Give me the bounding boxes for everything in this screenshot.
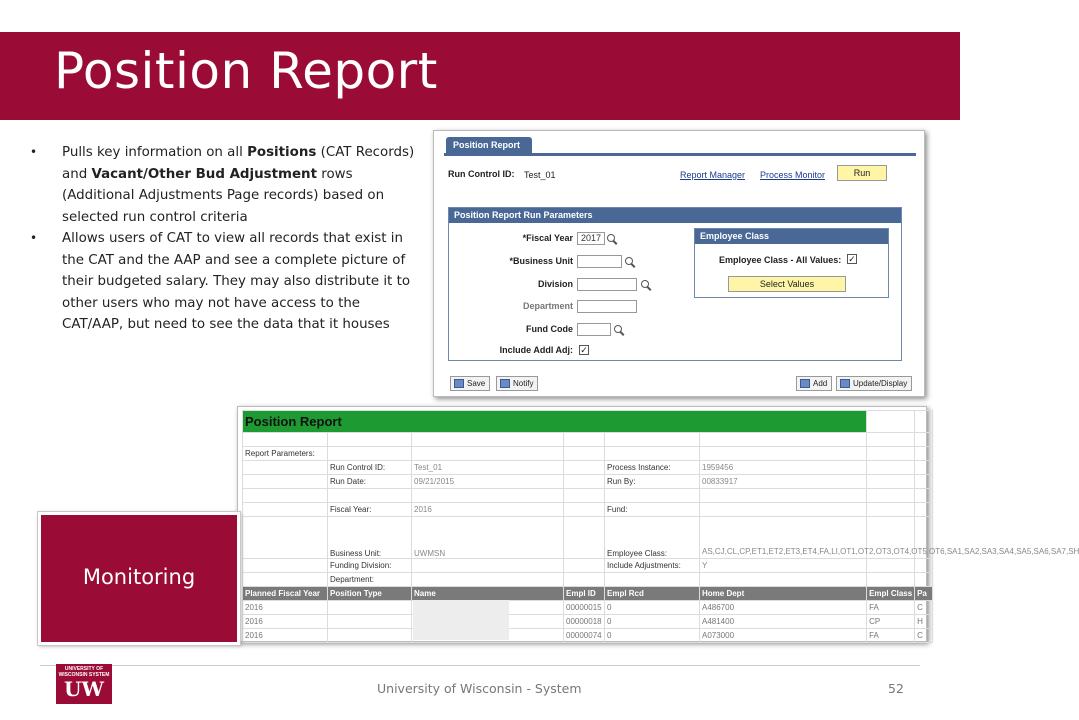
empty-cell	[915, 411, 933, 433]
division-input[interactable]	[577, 278, 637, 291]
department-label: Department	[522, 301, 573, 311]
process-instance-value: 1959456	[700, 461, 867, 475]
empty-cell	[564, 447, 605, 461]
empty-cell	[412, 447, 564, 461]
division-label: Division	[537, 279, 573, 289]
empty-cell	[867, 489, 915, 503]
column-header: Planned Fiscal Year	[243, 587, 328, 601]
empty-cell	[328, 447, 412, 461]
footer-organization: University of Wisconsin - System	[377, 681, 582, 696]
empty-cell	[564, 573, 605, 587]
update-display-icon	[840, 379, 850, 388]
empty-cell	[700, 433, 867, 447]
column-header: Empl ID	[564, 587, 605, 601]
run-by-value: 00833917	[700, 475, 867, 489]
empty-cell	[605, 447, 700, 461]
report-grid	[242, 410, 1079, 643]
title-banner	[0, 32, 960, 120]
empty-cell	[328, 489, 412, 503]
notify-label: Notify	[513, 379, 534, 388]
include-adjustments-label: Include Adjustments:	[605, 559, 700, 573]
table-row	[243, 629, 933, 643]
empty-cell	[328, 433, 412, 447]
empty-cell	[564, 433, 605, 447]
empty-cell	[915, 503, 933, 517]
excel-report-sheet	[237, 406, 1079, 642]
business-unit-label: Business Unit:	[328, 517, 412, 559]
notify-button[interactable]	[496, 376, 538, 391]
table-cell	[328, 629, 412, 643]
table-cell: 00000018	[564, 615, 605, 629]
empty-cell	[412, 433, 564, 447]
table-cell: 0	[605, 601, 700, 615]
peoplesoft-run-panel	[433, 130, 925, 397]
process-instance-label: Process Instance:	[605, 461, 700, 475]
table-cell: H	[915, 615, 933, 629]
fiscal-year-lookup-icon[interactable]	[607, 234, 617, 244]
column-header: Pa	[915, 587, 933, 601]
empty-cell	[243, 503, 328, 517]
empty-cell	[243, 559, 328, 573]
empty-cell	[867, 559, 915, 573]
empty-cell	[243, 475, 328, 489]
empty-cell	[564, 503, 605, 517]
bullet-bold-text: Vacant/Other Bud Adjustment	[91, 166, 317, 182]
footer-divider	[40, 665, 920, 666]
table-row	[243, 601, 933, 615]
table-cell: FA	[867, 601, 915, 615]
run-control-id-value: Test_01	[412, 461, 564, 475]
run-parameters-group	[448, 207, 902, 361]
empty-cell	[412, 573, 564, 587]
redacted-names-block	[413, 600, 509, 640]
employee-class-all-checkbox[interactable]: ✓	[848, 254, 856, 264]
run-date-value: 09/21/2015	[412, 475, 564, 489]
table-cell	[328, 601, 412, 615]
uw-system-logo	[56, 664, 112, 704]
empty-cell	[564, 475, 605, 489]
include-addl-adj-checkbox[interactable]: ✓	[580, 345, 588, 355]
employee-class-group	[694, 228, 889, 298]
bullet-text: (CAT Records) and	[62, 145, 415, 182]
column-header: Home Dept	[700, 587, 867, 601]
page-number: 52	[888, 681, 904, 696]
employee-class-label: Employee Class:	[605, 517, 700, 559]
table-cell: A073000	[700, 629, 867, 643]
add-label: Add	[813, 379, 828, 388]
page-title: Position Report	[54, 42, 438, 100]
fund-code-lookup-icon[interactable]	[614, 325, 624, 335]
empty-cell	[605, 573, 700, 587]
table-cell: C	[915, 601, 933, 615]
bullet-list	[30, 142, 415, 336]
table-cell: CP	[867, 615, 915, 629]
empty-cell	[700, 573, 867, 587]
fund-code-input[interactable]	[577, 323, 611, 336]
table-cell: 2016	[243, 601, 328, 615]
empty-cell	[564, 489, 605, 503]
division-lookup-icon[interactable]	[641, 280, 651, 290]
table-cell: 2016	[243, 615, 328, 629]
table-cell: C	[915, 629, 933, 643]
table-row	[243, 615, 933, 629]
empty-cell	[915, 475, 933, 489]
bullet-text: rows (Additional Adjustments Page records) based on selected run control criteria	[62, 166, 385, 225]
employee-class-all-label: Employee Class - All Values:	[719, 255, 842, 265]
empty-cell	[915, 433, 933, 447]
department-label: Department:	[328, 573, 412, 587]
bullet-text: Allows users of CAT to view all records that exist in the CAT and the AAP and see a complete picture of their budgeted salary. They may also distribute it to other users who may not have access to the CAT/AAP, but need to see the data that it houses	[62, 231, 411, 332]
fund-label: Fund:	[605, 503, 700, 517]
fiscal-year-label: *Fiscal Year	[522, 233, 573, 243]
save-label: Save	[467, 379, 486, 388]
empty-cell	[867, 573, 915, 587]
empty-cell	[243, 461, 328, 475]
notify-icon	[500, 379, 510, 388]
fiscal-year-input[interactable]: 2017	[577, 232, 605, 245]
run-by-label: Run By:	[605, 475, 700, 489]
process-monitor-link[interactable]: Process Monitor	[760, 170, 826, 180]
empty-cell	[867, 461, 915, 475]
bullet-text: Pulls key information on all	[62, 145, 248, 160]
tab-position-report[interactable]: Position Report	[446, 137, 532, 154]
business-unit-value: UWMSN	[412, 517, 564, 559]
add-icon	[800, 379, 810, 388]
include-adjustments-value: Y	[700, 559, 867, 573]
empty-cell	[605, 489, 700, 503]
save-icon	[454, 379, 464, 388]
table-cell: FA	[867, 629, 915, 643]
include-addl-adj-label: Include Addl Adj:	[499, 345, 573, 355]
fund-code-label: Fund Code	[526, 324, 573, 334]
empty-cell	[867, 503, 915, 517]
logo-mark: UW	[64, 677, 104, 701]
empty-cell	[700, 447, 867, 461]
logo-text: UNIVERSITY OF WISCONSIN SYSTEM	[58, 666, 110, 678]
empty-cell	[243, 489, 328, 503]
add-button[interactable]	[796, 376, 832, 391]
save-button[interactable]	[450, 376, 490, 391]
report-manager-link[interactable]: Report Manager	[680, 170, 746, 180]
run-date-label: Run Date:	[328, 475, 412, 489]
table-cell: A486700	[700, 601, 867, 615]
sheet-title: Position Report	[243, 411, 867, 433]
empty-cell	[915, 573, 933, 587]
monitoring-label: Monitoring	[82, 565, 196, 589]
monitoring-card	[38, 512, 240, 645]
bullet-bold-text: Positions	[247, 145, 317, 160]
business-unit-input[interactable]	[577, 255, 622, 268]
business-unit-label: *Business Unit	[509, 256, 573, 266]
column-header: Name	[412, 587, 564, 601]
table-cell: 00000074	[564, 629, 605, 643]
update-display-button[interactable]	[836, 376, 912, 391]
employee-class-header: Employee Class	[695, 229, 888, 244]
run-parameters-header: Position Report Run Parameters	[449, 208, 901, 223]
empty-cell	[867, 411, 915, 433]
employee-class-value: AS,CJ,CL,CP,ET1,ET2,ET3,ET4,FA,LI,OT1,OT2,OT3,OT4,OT5,OT6,SA1,SA2,SA3,SA4,SA5,SA6,SA7,SH	[700, 517, 867, 559]
empty-cell	[867, 475, 915, 489]
column-header-row	[243, 587, 933, 601]
empty-cell	[915, 559, 933, 573]
column-header: Position Type	[328, 587, 412, 601]
report-parameters-label: Report Parameters:	[243, 447, 328, 461]
run-control-label: Run Control ID:	[448, 169, 515, 179]
business-unit-lookup-icon[interactable]	[625, 257, 635, 267]
tab-underline	[444, 153, 916, 156]
empty-cell	[700, 489, 867, 503]
department-input[interactable]	[577, 300, 637, 313]
column-header: Empl Class	[867, 587, 915, 601]
empty-cell	[605, 433, 700, 447]
empty-cell	[564, 517, 605, 559]
empty-cell	[867, 447, 915, 461]
run-button[interactable]: Run	[837, 165, 887, 181]
table-cell: A481400	[700, 615, 867, 629]
update-display-label: Update/Display	[853, 379, 908, 388]
empty-cell	[564, 461, 605, 475]
column-header: Empl Rcd	[605, 587, 700, 601]
empty-cell	[243, 517, 328, 559]
table-cell	[328, 615, 412, 629]
table-cell: 00000015	[564, 601, 605, 615]
empty-cell	[564, 559, 605, 573]
funding-division-label: Funding Division:	[328, 559, 412, 573]
empty-cell	[915, 447, 933, 461]
fiscal-year-label: Fiscal Year:	[328, 503, 412, 517]
run-control-value: Test_01	[524, 170, 556, 180]
select-values-button[interactable]: Select Values	[728, 276, 846, 292]
empty-cell	[915, 489, 933, 503]
table-cell: 0	[605, 629, 700, 643]
empty-cell	[915, 461, 933, 475]
empty-cell	[243, 433, 328, 447]
bullet-item	[30, 228, 415, 336]
bullet-item	[30, 142, 415, 228]
table-cell: 2016	[243, 629, 328, 643]
fiscal-year-value: 2016	[412, 503, 564, 517]
empty-cell	[412, 489, 564, 503]
table-cell: 0	[605, 615, 700, 629]
empty-cell	[412, 559, 564, 573]
empty-cell	[867, 433, 915, 447]
empty-cell	[700, 503, 867, 517]
empty-cell	[243, 573, 328, 587]
run-control-id-label: Run Control ID:	[328, 461, 412, 475]
